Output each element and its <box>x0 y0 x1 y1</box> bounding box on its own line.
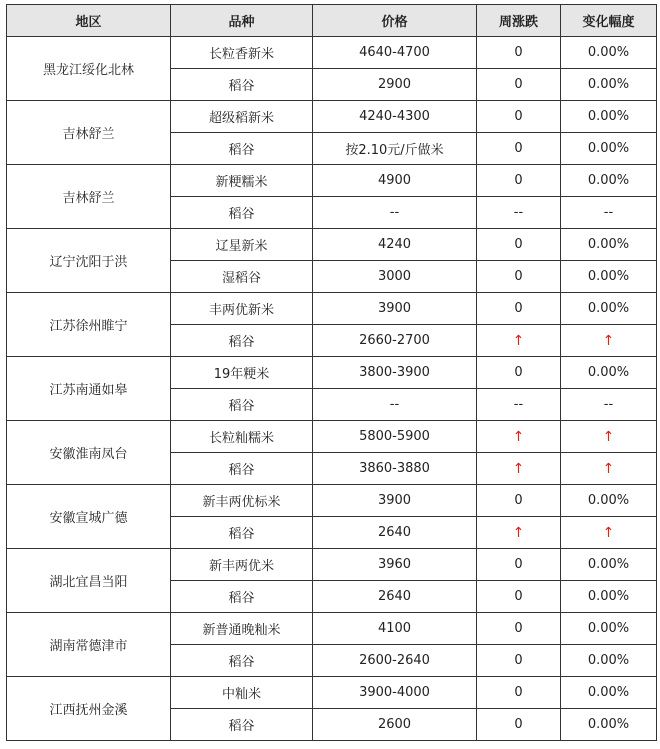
table-row <box>7 37 657 69</box>
table-row <box>7 293 657 325</box>
variety-cell: 稻谷 <box>171 645 313 677</box>
table-row <box>7 677 657 709</box>
change-pct-cell: 0.00% <box>561 261 657 293</box>
change-pct-cell: 0.00% <box>561 549 657 581</box>
variety-cell: 长粒籼糯米 <box>171 421 313 453</box>
header-region: 地区 <box>7 5 171 37</box>
variety-cell: 稻谷 <box>171 453 313 485</box>
table-row <box>7 613 657 645</box>
weekly-change-cell: 0 <box>477 69 561 101</box>
variety-cell: 新粳糯米 <box>171 165 313 197</box>
change-pct-cell: 0.00% <box>561 133 657 165</box>
weekly-change-cell: 0 <box>477 549 561 581</box>
weekly-change-cell: -- <box>477 197 561 229</box>
change-pct-cell: 0.00% <box>561 101 657 133</box>
header-change-pct: 变化幅度 <box>561 5 657 37</box>
change-pct-cell: 0.00% <box>561 709 657 741</box>
variety-cell: 新丰两优米 <box>171 549 313 581</box>
price-cell: 3900 <box>313 293 477 325</box>
change-pct-cell: -- <box>561 197 657 229</box>
region-cell: 江苏南通如皋 <box>7 357 171 421</box>
variety-cell: 辽星新米 <box>171 229 313 261</box>
table-body <box>7 37 657 741</box>
header-row <box>7 5 657 37</box>
table-row <box>7 421 657 453</box>
weekly-change-cell: 0 <box>477 645 561 677</box>
price-cell: 4240 <box>313 229 477 261</box>
price-cell: 3000 <box>313 261 477 293</box>
variety-cell: 稻谷 <box>171 69 313 101</box>
weekly-change-cell: 0 <box>477 677 561 709</box>
weekly-change-up-arrow-icon: ↑ <box>477 517 561 549</box>
change-pct-up-arrow-icon: ↑ <box>561 517 657 549</box>
variety-cell: 稻谷 <box>171 517 313 549</box>
weekly-change-up-arrow-icon: ↑ <box>477 325 561 357</box>
price-cell: 4640-4700 <box>313 37 477 69</box>
price-cell: 3960 <box>313 549 477 581</box>
change-pct-cell: 0.00% <box>561 293 657 325</box>
weekly-change-cell: 0 <box>477 613 561 645</box>
price-cell: 2900 <box>313 69 477 101</box>
price-cell: 按2.10元/斤做米 <box>313 133 477 165</box>
weekly-change-up-arrow-icon: ↑ <box>477 453 561 485</box>
table-row <box>7 357 657 389</box>
change-pct-cell: 0.00% <box>561 69 657 101</box>
table-row <box>7 101 657 133</box>
variety-cell: 丰两优新米 <box>171 293 313 325</box>
table-row <box>7 549 657 581</box>
change-pct-up-arrow-icon: ↑ <box>561 421 657 453</box>
header-weekly-change: 周涨跌 <box>477 5 561 37</box>
region-cell: 吉林舒兰 <box>7 101 171 165</box>
table-row <box>7 229 657 261</box>
price-cell: 2600 <box>313 709 477 741</box>
price-cell: -- <box>313 197 477 229</box>
variety-cell: 新普通晚籼米 <box>171 613 313 645</box>
region-cell: 安徽淮南凤台 <box>7 421 171 485</box>
weekly-change-cell: 0 <box>477 293 561 325</box>
weekly-change-cell: 0 <box>477 485 561 517</box>
change-pct-cell: 0.00% <box>561 229 657 261</box>
variety-cell: 长粒香新米 <box>171 37 313 69</box>
change-pct-up-arrow-icon: ↑ <box>561 325 657 357</box>
weekly-change-cell: 0 <box>477 709 561 741</box>
price-table <box>6 4 657 741</box>
price-cell: -- <box>313 389 477 421</box>
price-cell: 3860-3880 <box>313 453 477 485</box>
weekly-change-up-arrow-icon: ↑ <box>477 421 561 453</box>
price-cell: 3800-3900 <box>313 357 477 389</box>
variety-cell: 稻谷 <box>171 389 313 421</box>
price-cell: 2600-2640 <box>313 645 477 677</box>
variety-cell: 新丰两优标米 <box>171 485 313 517</box>
variety-cell: 稻谷 <box>171 581 313 613</box>
change-pct-cell: 0.00% <box>561 645 657 677</box>
weekly-change-cell: -- <box>477 389 561 421</box>
change-pct-cell: 0.00% <box>561 581 657 613</box>
price-cell: 3900-4000 <box>313 677 477 709</box>
price-cell: 4100 <box>313 613 477 645</box>
weekly-change-cell: 0 <box>477 37 561 69</box>
variety-cell: 超级稻新米 <box>171 101 313 133</box>
change-pct-cell: 0.00% <box>561 485 657 517</box>
price-cell: 2640 <box>313 581 477 613</box>
change-pct-cell: 0.00% <box>561 613 657 645</box>
region-cell: 安徽宣城广德 <box>7 485 171 549</box>
change-pct-cell: 0.00% <box>561 37 657 69</box>
variety-cell: 中籼米 <box>171 677 313 709</box>
variety-cell: 19年粳米 <box>171 357 313 389</box>
variety-cell: 稻谷 <box>171 133 313 165</box>
change-pct-cell: 0.00% <box>561 165 657 197</box>
table-row <box>7 165 657 197</box>
price-cell: 2640 <box>313 517 477 549</box>
header-price: 价格 <box>313 5 477 37</box>
price-cell: 3900 <box>313 485 477 517</box>
price-cell: 4900 <box>313 165 477 197</box>
region-cell: 江苏徐州睢宁 <box>7 293 171 357</box>
variety-cell: 稻谷 <box>171 197 313 229</box>
region-cell: 黑龙江绥化北林 <box>7 37 171 101</box>
weekly-change-cell: 0 <box>477 133 561 165</box>
weekly-change-cell: 0 <box>477 261 561 293</box>
change-pct-up-arrow-icon: ↑ <box>561 453 657 485</box>
variety-cell: 稻谷 <box>171 709 313 741</box>
region-cell: 湖南常德津市 <box>7 613 171 677</box>
region-cell: 吉林舒兰 <box>7 165 171 229</box>
price-cell: 5800-5900 <box>313 421 477 453</box>
region-cell: 湖北宜昌当阳 <box>7 549 171 613</box>
price-cell: 4240-4300 <box>313 101 477 133</box>
weekly-change-cell: 0 <box>477 229 561 261</box>
weekly-change-cell: 0 <box>477 581 561 613</box>
change-pct-cell: -- <box>561 389 657 421</box>
change-pct-cell: 0.00% <box>561 357 657 389</box>
price-cell: 2660-2700 <box>313 325 477 357</box>
table-row <box>7 485 657 517</box>
variety-cell: 稻谷 <box>171 325 313 357</box>
weekly-change-cell: 0 <box>477 101 561 133</box>
header-variety: 品种 <box>171 5 313 37</box>
weekly-change-cell: 0 <box>477 165 561 197</box>
variety-cell: 湿稻谷 <box>171 261 313 293</box>
change-pct-cell: 0.00% <box>561 677 657 709</box>
weekly-change-cell: 0 <box>477 357 561 389</box>
region-cell: 江西抚州金溪 <box>7 677 171 741</box>
region-cell: 辽宁沈阳于洪 <box>7 229 171 293</box>
